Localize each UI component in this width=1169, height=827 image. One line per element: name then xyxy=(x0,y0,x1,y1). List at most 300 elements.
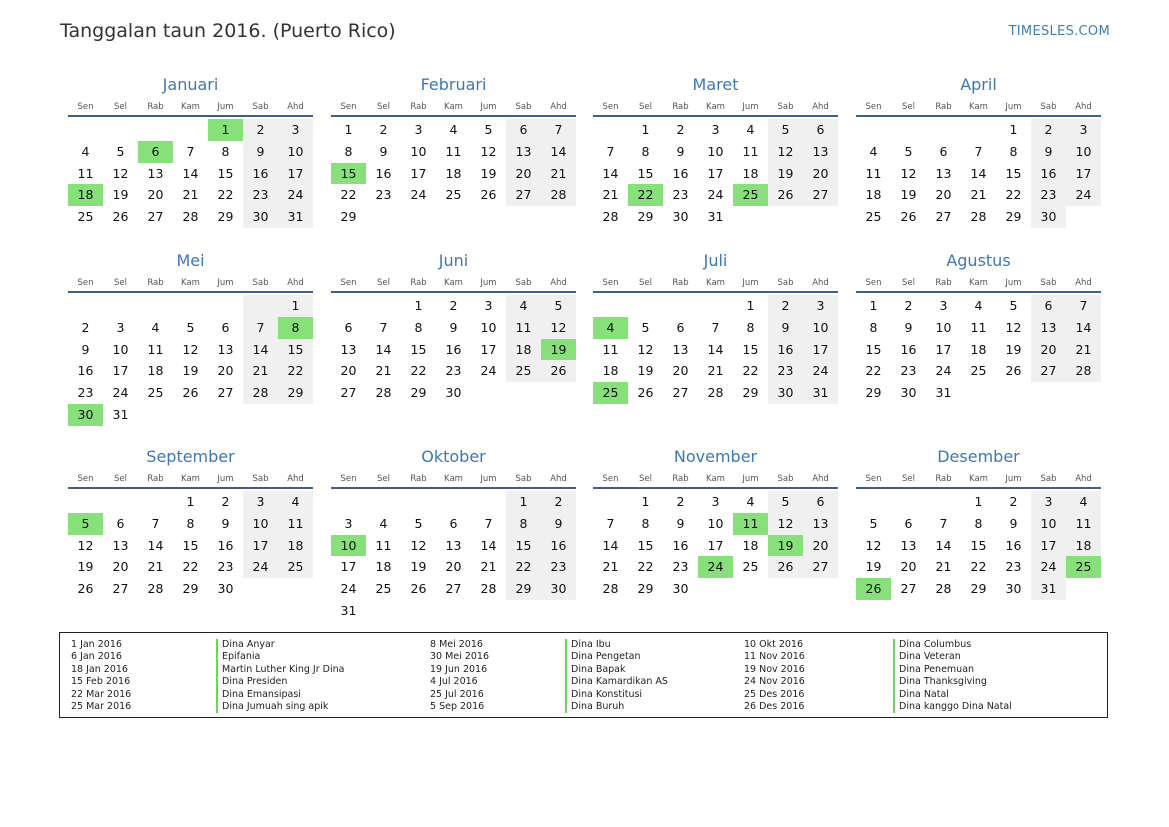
day-cell: 7 xyxy=(379,319,388,335)
legend-date: 25 Jul 2016 xyxy=(430,688,484,700)
day-cell: 15 xyxy=(278,339,313,361)
legend-date: 10 Okt 2016 xyxy=(744,639,804,650)
weekday-label: Rab xyxy=(672,278,689,288)
day-cell: 13 xyxy=(803,513,838,535)
day-cell: 29 xyxy=(217,209,234,225)
day-cell: 4 xyxy=(869,143,878,159)
day-cell: 8 xyxy=(869,319,878,335)
holiday-day: 30 xyxy=(68,404,103,426)
day-cell: 22 xyxy=(970,559,987,575)
day-cell: 1 xyxy=(278,295,313,317)
day-cell: 29 xyxy=(278,382,313,404)
legend-date: 25 Des 2016 xyxy=(744,688,805,700)
day-cell: 5 xyxy=(414,515,423,531)
day-cell: 23 xyxy=(1005,559,1022,575)
holiday-day: 11 xyxy=(733,513,768,535)
day-cell: 10 xyxy=(243,513,278,535)
day-cell: 24 xyxy=(278,184,313,206)
weekday-label: Jum xyxy=(1005,474,1022,484)
day-cell: 5 xyxy=(768,491,803,513)
day-cell: 16 xyxy=(672,537,689,553)
month-januari xyxy=(68,74,313,228)
empty-cell xyxy=(68,295,103,317)
day-cell: 20 xyxy=(147,187,164,203)
empty-cell xyxy=(891,119,926,141)
day-cell: 22 xyxy=(742,363,759,379)
day-cell: 28 xyxy=(243,382,278,404)
day-cell: 24 xyxy=(243,556,278,578)
day-cell: 1 xyxy=(186,494,195,509)
day-cell: 11 xyxy=(445,143,462,159)
day-grid xyxy=(593,491,838,600)
empty-cell xyxy=(856,491,891,513)
day-cell: 16 xyxy=(1031,163,1066,185)
holiday-day: 25 xyxy=(593,382,628,404)
day-cell: 30 xyxy=(243,206,278,228)
day-cell: 23 xyxy=(768,360,803,382)
legend-date: 30 Mei 2016 xyxy=(430,651,489,663)
day-cell: 23 xyxy=(375,187,392,203)
empty-cell xyxy=(103,119,138,141)
day-cell: 13 xyxy=(1031,317,1066,339)
day-cell: 19 xyxy=(900,187,917,203)
day-cell: 7 xyxy=(606,515,615,531)
day-cell: 3 xyxy=(1066,119,1101,141)
weekday-label: Ahd xyxy=(550,102,567,112)
day-cell: 13 xyxy=(112,537,129,553)
day-cell: 31 xyxy=(278,206,313,228)
weekday-label: Jum xyxy=(217,102,234,112)
day-cell: 11 xyxy=(506,317,541,339)
day-cell: 25 xyxy=(970,363,987,379)
empty-cell xyxy=(208,295,243,317)
day-cell: 9 xyxy=(768,317,803,339)
day-cell: 18 xyxy=(602,363,619,379)
legend-holiday-name: Dina Thanksgiving xyxy=(893,676,1012,688)
holiday-day: 24 xyxy=(698,556,733,578)
day-cell: 8 xyxy=(414,319,423,335)
weekday-label: Ahd xyxy=(1075,474,1092,484)
weekday-label: Rab xyxy=(147,278,164,288)
day-cell: 27 xyxy=(935,209,952,225)
day-cell: 24 xyxy=(1066,184,1101,206)
empty-cell xyxy=(471,491,506,513)
day-cell: 21 xyxy=(480,559,497,575)
day-cell: 27 xyxy=(340,385,357,401)
day-cell: 17 xyxy=(707,165,724,181)
day-cell: 9 xyxy=(1031,141,1066,163)
day-cell: 4 xyxy=(974,298,983,313)
day-cell: 4 xyxy=(746,122,755,137)
day-cell: 29 xyxy=(182,581,199,597)
empty-cell xyxy=(856,119,891,141)
day-cell: 14 xyxy=(147,537,164,553)
day-cell: 16 xyxy=(77,363,94,379)
day-cell: 3 xyxy=(116,319,125,335)
day-cell: 10 xyxy=(1031,513,1066,535)
day-cell: 24 xyxy=(803,360,838,382)
weekday-label: Sel xyxy=(377,102,390,112)
day-cell: 10 xyxy=(1066,141,1101,163)
month-title: Mei xyxy=(176,251,205,270)
day-cell: 12 xyxy=(865,537,882,553)
weekday-label: Jum xyxy=(1005,102,1022,112)
day-cell: 7 xyxy=(606,143,615,159)
weekday-label: Sel xyxy=(114,474,127,484)
page-title: Tanggalan taun 2016. (Puerto Rico) xyxy=(60,20,396,42)
month-title: Februari xyxy=(420,75,487,94)
day-cell: 5 xyxy=(768,119,803,141)
empty-cell xyxy=(401,491,436,513)
day-cell: 15 xyxy=(865,341,882,357)
day-cell: 23 xyxy=(243,184,278,206)
divider xyxy=(331,487,576,489)
weekday-header xyxy=(593,100,838,114)
weekday-label: Ahd xyxy=(1075,102,1092,112)
weekday-header xyxy=(593,472,838,486)
day-cell: 18 xyxy=(1066,535,1101,557)
day-cell: 16 xyxy=(217,537,234,553)
day-cell: 23 xyxy=(672,559,689,575)
day-cell: 15 xyxy=(217,165,234,181)
day-cell: 27 xyxy=(112,581,129,597)
day-cell: 6 xyxy=(939,143,948,159)
day-cell: 22 xyxy=(182,559,199,575)
weekday-label: Kam xyxy=(181,102,200,112)
day-cell: 9 xyxy=(449,319,458,335)
empty-cell xyxy=(173,119,208,141)
weekday-label: Sab xyxy=(777,102,794,112)
day-cell: 6 xyxy=(116,515,125,531)
day-cell: 23 xyxy=(541,556,576,578)
day-cell: 14 xyxy=(541,141,576,163)
day-cell: 7 xyxy=(974,143,983,159)
day-cell: 17 xyxy=(935,341,952,357)
month-title: Agustus xyxy=(946,251,1011,270)
weekday-header xyxy=(331,472,576,486)
day-cell: 10 xyxy=(707,143,724,159)
weekday-label: Sab xyxy=(1040,278,1057,288)
divider xyxy=(68,291,313,293)
day-cell: 6 xyxy=(904,515,913,531)
day-cell: 29 xyxy=(970,581,987,597)
day-cell: 19 xyxy=(410,559,427,575)
weekday-label: Jum xyxy=(480,474,497,484)
day-cell: 16 xyxy=(375,165,392,181)
weekday-header xyxy=(856,276,1101,290)
month-title: Januari xyxy=(162,75,219,94)
day-cell: 22 xyxy=(1005,187,1022,203)
day-cell: 30 xyxy=(768,382,803,404)
day-cell: 27 xyxy=(803,556,838,578)
legend-names xyxy=(216,639,344,713)
legend-holiday-name: Dina Anyar xyxy=(216,639,344,651)
weekday-label: Ahd xyxy=(812,102,829,112)
weekday-label: Sab xyxy=(252,474,269,484)
day-cell: 10 xyxy=(707,515,724,531)
day-cell: 6 xyxy=(506,119,541,141)
day-cell: 4 xyxy=(379,515,388,531)
weekday-label: Sen xyxy=(340,102,357,112)
day-cell: 5 xyxy=(541,295,576,317)
day-cell: 5 xyxy=(186,319,195,335)
day-cell: 17 xyxy=(1031,535,1066,557)
day-cell: 6 xyxy=(344,319,353,335)
month-april xyxy=(856,74,1101,228)
legend-date: 11 Nov 2016 xyxy=(744,651,805,663)
day-cell: 23 xyxy=(217,559,234,575)
divider xyxy=(856,115,1101,117)
weekday-label: Sel xyxy=(902,102,915,112)
day-cell: 24 xyxy=(112,385,129,401)
day-cell: 2 xyxy=(243,119,278,141)
day-cell: 21 xyxy=(147,559,164,575)
day-cell: 19 xyxy=(77,559,94,575)
day-cell: 19 xyxy=(480,165,497,181)
legend-holiday-name: Dina Konstitusi xyxy=(565,689,668,701)
day-cell: 13 xyxy=(147,165,164,181)
day-cell: 21 xyxy=(935,559,952,575)
day-cell: 2 xyxy=(676,122,685,137)
day-cell: 12 xyxy=(900,165,917,181)
day-cell: 15 xyxy=(410,341,427,357)
weekday-label: Rab xyxy=(672,102,689,112)
divider xyxy=(593,487,838,489)
empty-cell xyxy=(103,295,138,317)
day-cell: 18 xyxy=(742,537,759,553)
day-cell: 18 xyxy=(278,535,313,557)
day-cell: 4 xyxy=(151,319,160,335)
day-cell: 5 xyxy=(484,122,493,137)
day-cell: 19 xyxy=(768,163,803,185)
empty-cell xyxy=(926,119,961,141)
day-cell: 1 xyxy=(344,122,353,137)
weekday-label: Ahd xyxy=(287,474,304,484)
weekday-label: Sen xyxy=(865,474,882,484)
month-title: April xyxy=(960,75,997,94)
day-cell: 9 xyxy=(81,341,90,357)
day-cell: 25 xyxy=(865,209,882,225)
day-cell: 9 xyxy=(243,141,278,163)
day-cell: 21 xyxy=(541,163,576,185)
day-cell: 17 xyxy=(1066,163,1101,185)
weekday-label: Sen xyxy=(865,278,882,288)
holiday-day: 25 xyxy=(733,184,768,206)
day-grid xyxy=(331,491,576,622)
day-cell: 6 xyxy=(449,515,458,531)
day-cell: 27 xyxy=(1031,360,1066,382)
day-cell: 12 xyxy=(1005,319,1022,335)
day-cell: 13 xyxy=(900,537,917,553)
day-cell: 15 xyxy=(970,537,987,553)
day-cell: 8 xyxy=(186,515,195,531)
month-title: November xyxy=(673,447,758,466)
legend-names xyxy=(893,639,1012,713)
day-cell: 6 xyxy=(676,319,685,335)
day-cell: 8 xyxy=(506,513,541,535)
day-cell: 28 xyxy=(935,581,952,597)
weekday-label: Jum xyxy=(217,278,234,288)
day-cell: 18 xyxy=(506,339,541,361)
empty-cell xyxy=(891,491,926,513)
weekday-label: Jum xyxy=(1005,278,1022,288)
holiday-day: 6 xyxy=(138,141,173,163)
weekday-label: Rab xyxy=(410,474,427,484)
day-cell: 17 xyxy=(112,363,129,379)
day-cell: 11 xyxy=(970,319,987,335)
day-cell: 6 xyxy=(803,119,838,141)
day-cell: 29 xyxy=(340,209,357,225)
day-cell: 20 xyxy=(445,559,462,575)
day-cell: 2 xyxy=(81,319,90,335)
holiday-day: 10 xyxy=(331,535,366,557)
day-cell: 6 xyxy=(803,491,838,513)
weekday-label: Rab xyxy=(410,102,427,112)
day-cell: 23 xyxy=(445,363,462,379)
day-cell: 18 xyxy=(742,165,759,181)
weekday-label: Jum xyxy=(480,278,497,288)
day-cell: 6 xyxy=(221,319,230,335)
day-grid xyxy=(68,491,313,600)
empty-cell xyxy=(593,295,628,317)
day-cell: 23 xyxy=(900,363,917,379)
day-cell: 28 xyxy=(480,581,497,597)
divider xyxy=(331,115,576,117)
day-cell: 29 xyxy=(637,209,654,225)
day-cell: 26 xyxy=(182,385,199,401)
day-cell: 14 xyxy=(480,537,497,553)
weekday-label: Rab xyxy=(672,474,689,484)
weekday-label: Rab xyxy=(410,278,427,288)
day-cell: 22 xyxy=(217,187,234,203)
day-cell: 14 xyxy=(707,341,724,357)
legend-holiday-name: Dina Kamardikan AS xyxy=(565,676,668,688)
day-cell: 7 xyxy=(541,119,576,141)
holiday-day: 4 xyxy=(593,317,628,339)
holiday-legend xyxy=(59,632,1108,718)
day-cell: 22 xyxy=(410,363,427,379)
day-cell: 30 xyxy=(672,209,689,225)
day-cell: 20 xyxy=(803,163,838,185)
day-cell: 2 xyxy=(1009,494,1018,509)
day-cell: 16 xyxy=(445,341,462,357)
day-cell: 3 xyxy=(243,491,278,513)
empty-cell xyxy=(366,295,401,317)
brand-link[interactable]: TIMESLES.COM xyxy=(1008,24,1110,39)
day-cell: 31 xyxy=(803,382,838,404)
day-cell: 17 xyxy=(243,535,278,557)
day-cell: 26 xyxy=(768,184,803,206)
day-cell: 16 xyxy=(768,339,803,361)
day-cell: 9 xyxy=(379,143,388,159)
divider xyxy=(593,115,838,117)
day-cell: 15 xyxy=(506,535,541,557)
day-cell: 28 xyxy=(970,209,987,225)
weekday-label: Ahd xyxy=(812,278,829,288)
day-cell: 22 xyxy=(340,187,357,203)
empty-cell xyxy=(663,295,698,317)
legend-date: 25 Mar 2016 xyxy=(71,700,132,712)
day-cell: 8 xyxy=(746,319,755,335)
day-cell: 20 xyxy=(672,363,689,379)
holiday-day: 15 xyxy=(331,163,366,185)
day-cell: 9 xyxy=(221,515,230,531)
legend-holiday-name: Dina Veteran xyxy=(893,651,1012,663)
day-grid xyxy=(856,491,1101,600)
weekday-header xyxy=(331,276,576,290)
day-cell: 29 xyxy=(865,385,882,401)
day-cell: 22 xyxy=(865,363,882,379)
month-juni xyxy=(331,250,576,404)
weekday-label: Kam xyxy=(969,474,988,484)
month-title: September xyxy=(146,447,235,466)
day-grid xyxy=(331,295,576,404)
day-cell: 28 xyxy=(707,385,724,401)
legend-holiday-name: Dina kanggo Dina Natal xyxy=(893,701,1012,713)
day-cell: 4 xyxy=(746,494,755,509)
day-cell: 23 xyxy=(1031,184,1066,206)
day-cell: 5 xyxy=(1009,298,1018,313)
day-cell: 31 xyxy=(707,209,724,225)
empty-cell xyxy=(366,491,401,513)
day-cell: 14 xyxy=(1066,317,1101,339)
legend-date: 4 Jul 2016 xyxy=(430,676,478,688)
month-november xyxy=(593,446,838,600)
empty-cell xyxy=(138,119,173,141)
day-cell: 28 xyxy=(182,209,199,225)
day-cell: 18 xyxy=(865,187,882,203)
weekday-label: Sab xyxy=(777,278,794,288)
day-cell: 21 xyxy=(707,363,724,379)
empty-cell xyxy=(593,119,628,141)
day-cell: 20 xyxy=(506,163,541,185)
month-juli xyxy=(593,250,838,404)
divider xyxy=(856,487,1101,489)
day-cell: 22 xyxy=(637,559,654,575)
weekday-label: Sen xyxy=(77,278,94,288)
day-cell: 24 xyxy=(410,187,427,203)
day-grid xyxy=(593,295,838,404)
day-cell: 3 xyxy=(414,122,423,137)
day-cell: 15 xyxy=(182,537,199,553)
empty-cell xyxy=(68,491,103,513)
day-cell: 3 xyxy=(939,298,948,313)
day-cell: 4 xyxy=(449,122,458,137)
day-cell: 7 xyxy=(1066,295,1101,317)
legend-date: 8 Mei 2016 xyxy=(430,639,483,650)
day-cell: 1 xyxy=(641,122,650,137)
weekday-label: Sen xyxy=(77,474,94,484)
day-cell: 2 xyxy=(768,295,803,317)
weekday-label: Sab xyxy=(1040,102,1057,112)
holiday-day: 8 xyxy=(278,317,313,339)
day-cell: 23 xyxy=(672,187,689,203)
divider xyxy=(856,291,1101,293)
weekday-label: Sen xyxy=(340,474,357,484)
day-cell: 14 xyxy=(970,165,987,181)
day-cell: 30 xyxy=(445,385,462,401)
weekday-label: Sen xyxy=(77,102,94,112)
day-cell: 28 xyxy=(541,184,576,206)
day-cell: 13 xyxy=(445,537,462,553)
weekday-label: Sab xyxy=(252,102,269,112)
day-cell: 24 xyxy=(1031,556,1066,578)
day-cell: 14 xyxy=(602,165,619,181)
weekday-label: Jum xyxy=(742,102,759,112)
holiday-day: 18 xyxy=(68,184,103,206)
day-cell: 12 xyxy=(541,317,576,339)
day-cell: 19 xyxy=(637,363,654,379)
